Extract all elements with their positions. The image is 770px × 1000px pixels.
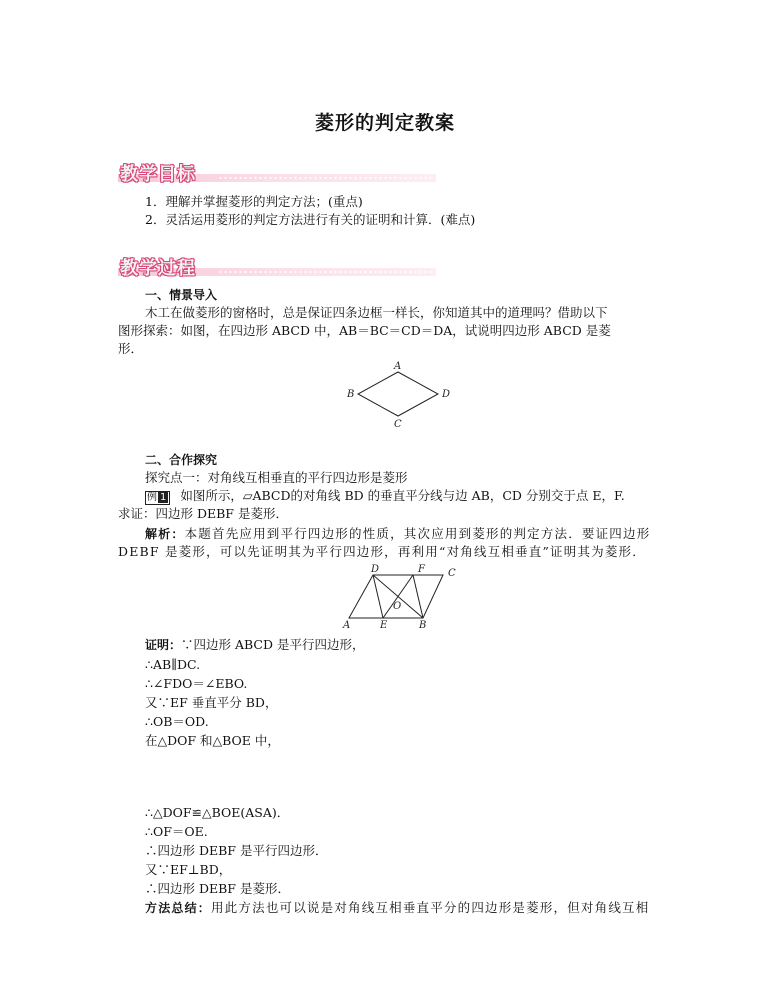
goal-item: 2．灵活运用菱形的判定方法进行有关的证明和计算．(难点) (145, 212, 476, 227)
example-badge (145, 491, 170, 505)
section-header-goals (118, 160, 436, 186)
rhombus-figure (340, 360, 460, 430)
proof-step: ∴四边形 DEBF 是菱形． (145, 881, 290, 896)
vertex-label-b: B (347, 389, 355, 400)
vertex-label-b: B (419, 620, 427, 631)
explore-point: 探究点一：对角线互相垂直的平行四边形是菱形 (145, 470, 408, 485)
proof-step: 在△DOF 和△BOE 中， (145, 733, 280, 748)
page-title: 菱形的判定教案 (314, 112, 455, 134)
paragraph-line: 图形探索：如图，在四边形 ABCD 中，AB＝BC＝CD＝DA，试说明四边形 ABCD 是菱 (118, 323, 611, 338)
part1-heading: 一、情景导入 (145, 288, 218, 302)
section-label: 教学目标 (120, 164, 196, 185)
goal-item: 1．理解并掌握菱形的判定方法；(重点) (145, 194, 363, 209)
vertex-label-c: C (394, 419, 402, 430)
vertex-label-d: D (442, 389, 451, 400)
proof-step: ∴四边形 DEBF 是平行四边形． (145, 843, 328, 858)
vertex-label-f: F (418, 564, 425, 575)
vertex-label-d: D (371, 564, 380, 575)
section-header-process (118, 254, 436, 280)
rhombus-shape (358, 372, 438, 416)
vertex-label-e: E (380, 620, 388, 631)
example-text: 如图所示，▱ABCD的对角线 BD 的垂直平分线与边 AB，CD 分别交于点 E，F. (180, 488, 625, 503)
proof-step: ∴∠FDO＝∠EBO. (145, 676, 248, 691)
proof-step: ∴OF＝OE. (145, 824, 208, 839)
proof-step: 又∵EF⊥BD， (145, 862, 232, 877)
analysis-text: 本题首先应用到平行四边形的性质，其次应用到菱形的判定方法．要证四边形 (184, 526, 651, 541)
section-dots (218, 271, 434, 273)
proof-text: ∵四边形 ABCD 是平行四边形， (181, 637, 365, 652)
parallelogram-figure (335, 562, 465, 632)
part2-heading: 二、合作探究 (145, 453, 218, 467)
vertex-label-a: A (394, 361, 402, 372)
summary-text: 用此方法也可以说是对角线互相垂直平分的四边形是菱形，但对角线互相 (211, 900, 650, 915)
segment-fb (413, 575, 423, 618)
vertex-label-c: C (448, 568, 456, 579)
summary-line (145, 900, 649, 916)
segment-de (373, 575, 383, 618)
analysis-line (145, 526, 650, 542)
proof-step: ∴△DOF≌△BOE(ASA)． (145, 805, 290, 820)
badge-number: 1 (160, 492, 167, 503)
example-line (145, 488, 625, 505)
proof-step: ∴OB＝OD. (145, 714, 209, 729)
vertex-label-a: A (343, 620, 351, 631)
proof-step: ∴AB∥DC. (145, 657, 201, 672)
paragraph-line: 木工在做菱形的窗格时，总是保证四条边框一样长，你知道其中的道理吗？借助以下 (145, 305, 608, 320)
analysis-label: 解析： (145, 527, 185, 541)
paragraph-line: 形． (118, 341, 144, 356)
vertex-label-o: O (393, 601, 402, 612)
proof-step: 又∵EF 垂直平分 BD， (145, 695, 278, 710)
proof-line (145, 637, 365, 653)
section-dots (218, 177, 434, 179)
proof-label: 证明： (145, 638, 182, 652)
summary-label: 方法总结： (145, 901, 212, 915)
analysis-line-2: DEBF 是菱形，可以先证明其为平行四边形，再利用“对角线互相垂直”证明其为菱形． (118, 544, 646, 559)
badge-text: 例 (147, 492, 157, 503)
example-line-2: 求证：四边形 DEBF 是菱形． (118, 506, 288, 521)
section-label: 教学过程 (120, 258, 196, 279)
